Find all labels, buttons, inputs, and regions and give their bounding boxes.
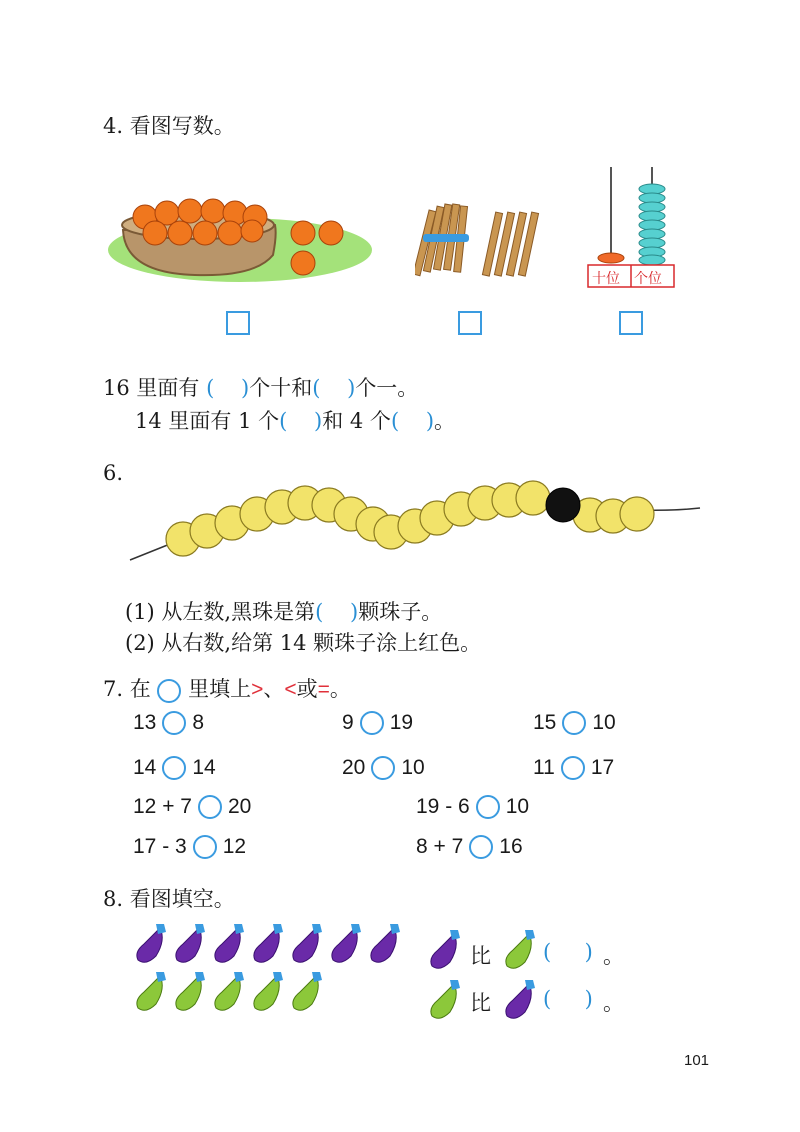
eggplant-rows bbox=[128, 922, 418, 1017]
blank-unit-one[interactable]: ( ) bbox=[279, 409, 323, 433]
q6-item2: (2) 从右数,给第 14 颗珠子涂上红色。 bbox=[125, 631, 482, 655]
blank-eggplant-diff-1[interactable]: ( ) bbox=[543, 940, 593, 964]
compare-circle[interactable] bbox=[193, 835, 217, 859]
purple-eggplant-icon bbox=[371, 924, 400, 962]
q7-title: 7. 在 里填上>、<或=。 bbox=[103, 677, 351, 701]
compare-word-1: 比 bbox=[470, 944, 491, 968]
abacus-tens-label: 十位 bbox=[592, 271, 620, 287]
compare-item-2: 9 19 bbox=[342, 711, 414, 734]
green-eggplant-icon bbox=[176, 972, 205, 1010]
abacus-ones-label: 个位 bbox=[634, 271, 662, 287]
circle-symbol-icon bbox=[157, 679, 181, 703]
purple-eggplant-icon bbox=[428, 928, 464, 972]
blank-tens-count[interactable]: ( ) bbox=[206, 376, 250, 400]
purple-eggplant-icon bbox=[332, 924, 361, 962]
purple-eggplant-icon bbox=[176, 924, 205, 962]
green-eggplant-icon bbox=[137, 972, 166, 1010]
oranges-picture bbox=[105, 195, 375, 285]
compare-item-6: 11 17 bbox=[533, 756, 615, 779]
compare-circle[interactable] bbox=[198, 795, 222, 819]
green-eggplant-icon bbox=[428, 978, 464, 1022]
purple-eggplant-icon bbox=[293, 924, 322, 962]
answer-box-abacus[interactable] bbox=[619, 311, 643, 335]
compare-item-1: 13 8 bbox=[133, 711, 205, 734]
blank-eggplant-diff-2[interactable]: ( ) bbox=[543, 987, 593, 1011]
q5-line2: 14 里面有 1 个( )和 4 个( )。 bbox=[135, 409, 456, 433]
blank-black-bead-position[interactable]: ( ) bbox=[315, 600, 359, 624]
compare-circle[interactable] bbox=[162, 711, 186, 735]
compare-item-5: 20 10 bbox=[342, 756, 425, 779]
compare-item-3: 15 10 bbox=[533, 711, 616, 734]
bead-string bbox=[125, 478, 705, 568]
compare-circle[interactable] bbox=[561, 756, 585, 780]
answer-box-sticks[interactable] bbox=[458, 311, 482, 335]
purple-eggplant-icon bbox=[137, 924, 166, 962]
answer-box-oranges[interactable] bbox=[226, 311, 250, 335]
sticks-picture bbox=[415, 200, 545, 280]
q4-title: 4. 看图写数。 bbox=[103, 114, 235, 138]
compare-circle[interactable] bbox=[562, 711, 586, 735]
purple-eggplant-icon bbox=[503, 978, 539, 1022]
compare-word-2: 比 bbox=[470, 991, 491, 1015]
q5-line1: 16 里面有 ( )个十和( )个一。 bbox=[103, 376, 419, 400]
green-eggplant-icon bbox=[215, 972, 244, 1010]
page-number: 101 bbox=[684, 1052, 710, 1069]
compare-item-9: 17 - 3 12 bbox=[133, 835, 247, 858]
compare-circle[interactable] bbox=[476, 795, 500, 819]
compare-item-10: 8 + 7 16 bbox=[416, 835, 523, 858]
blank-unit-two[interactable]: ( ) bbox=[390, 409, 435, 433]
green-eggplant-icon bbox=[503, 928, 539, 972]
purple-eggplant-icon bbox=[215, 924, 244, 962]
blank-ones-count[interactable]: ( ) bbox=[312, 376, 356, 400]
q8-end-2: 。 bbox=[603, 991, 624, 1015]
compare-circle[interactable] bbox=[469, 835, 493, 859]
compare-circle[interactable] bbox=[360, 711, 384, 735]
q6-number: 6. bbox=[103, 461, 124, 485]
q8-title: 8. 看图填空。 bbox=[103, 887, 235, 911]
compare-circle[interactable] bbox=[162, 756, 186, 780]
purple-eggplant-icon bbox=[254, 924, 283, 962]
green-eggplant-icon bbox=[254, 972, 283, 1010]
compare-item-7: 12 + 7 20 bbox=[133, 795, 252, 818]
compare-item-8: 19 - 6 10 bbox=[416, 795, 530, 818]
compare-circle[interactable] bbox=[371, 756, 395, 780]
green-eggplant-icon bbox=[293, 972, 322, 1010]
q6-item1: (1) 从左数,黑珠是第( )颗珠子。 bbox=[125, 600, 443, 624]
compare-item-4: 14 14 bbox=[133, 756, 216, 779]
q8-end-1: 。 bbox=[603, 944, 624, 968]
